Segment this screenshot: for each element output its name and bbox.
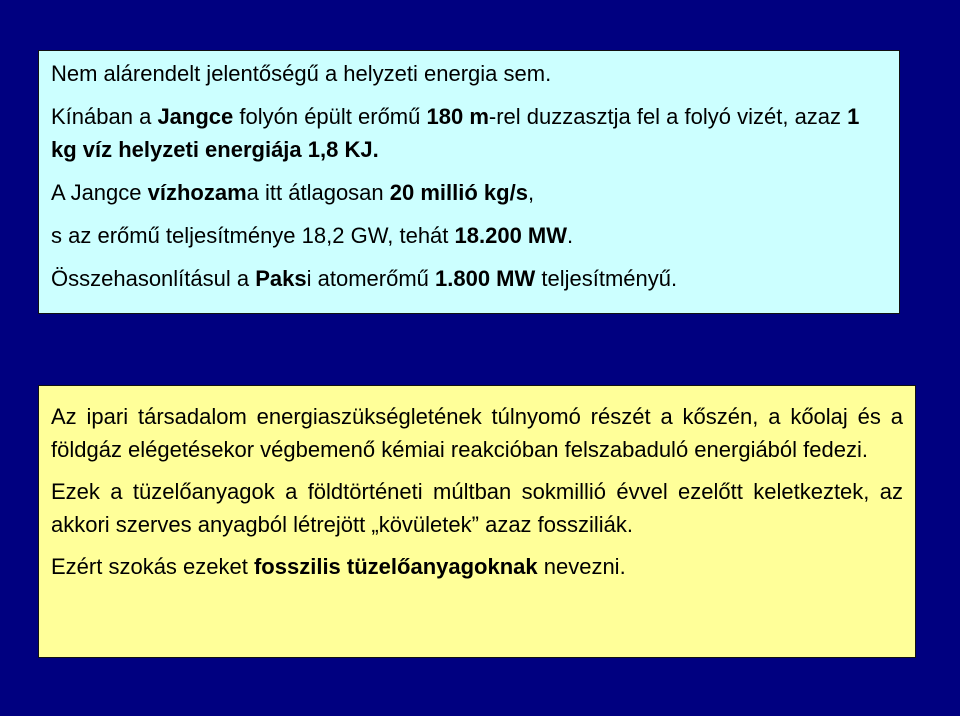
intro-text: Nem alárendelt jelentőségű a helyzeti energia sem. — [51, 61, 552, 86]
fossil-fuels-box — [38, 385, 916, 658]
flow-rate-text: A Jangce vízhozama itt átlagosan 20 millió kg/s, — [51, 180, 535, 205]
yangtze-dam-text: Kínában a Jangce folyón épült erőmű 180 m-rel duzzasztja fel a folyó vizét, azaz 1 kg víz helyzeti energiája 1,8 KJ. — [51, 104, 860, 162]
fossil-fuel-definition: Ezért szokás ezeket fosszilis tüzelőanyagoknak nevezni. — [51, 554, 626, 579]
potential-energy-box — [38, 50, 900, 314]
industrial-energy-text: Az ipari társadalom energiaszükségletének túlnyomó részét a kőszén, a kőolaj és a földgáz elégetésekor végbemenő kémiai reakcióban felszabaduló energiából fedezi. — [51, 404, 903, 462]
paks-comparison-text: Összehasonlításul a Paksi atomerőmű 1.800 MW teljesítményű. — [51, 266, 678, 291]
power-output-text: s az erőmű teljesítménye 18,2 GW, tehát 18.200 MW. — [51, 223, 574, 248]
fuel-origin-text: Ezek a tüzelőanyagok a földtörténeti múltban sokmillió évvel ezelőtt keletkeztek, az akkori szerves anyagból létrejött „kövületek” azaz fossziliák. — [51, 479, 903, 537]
